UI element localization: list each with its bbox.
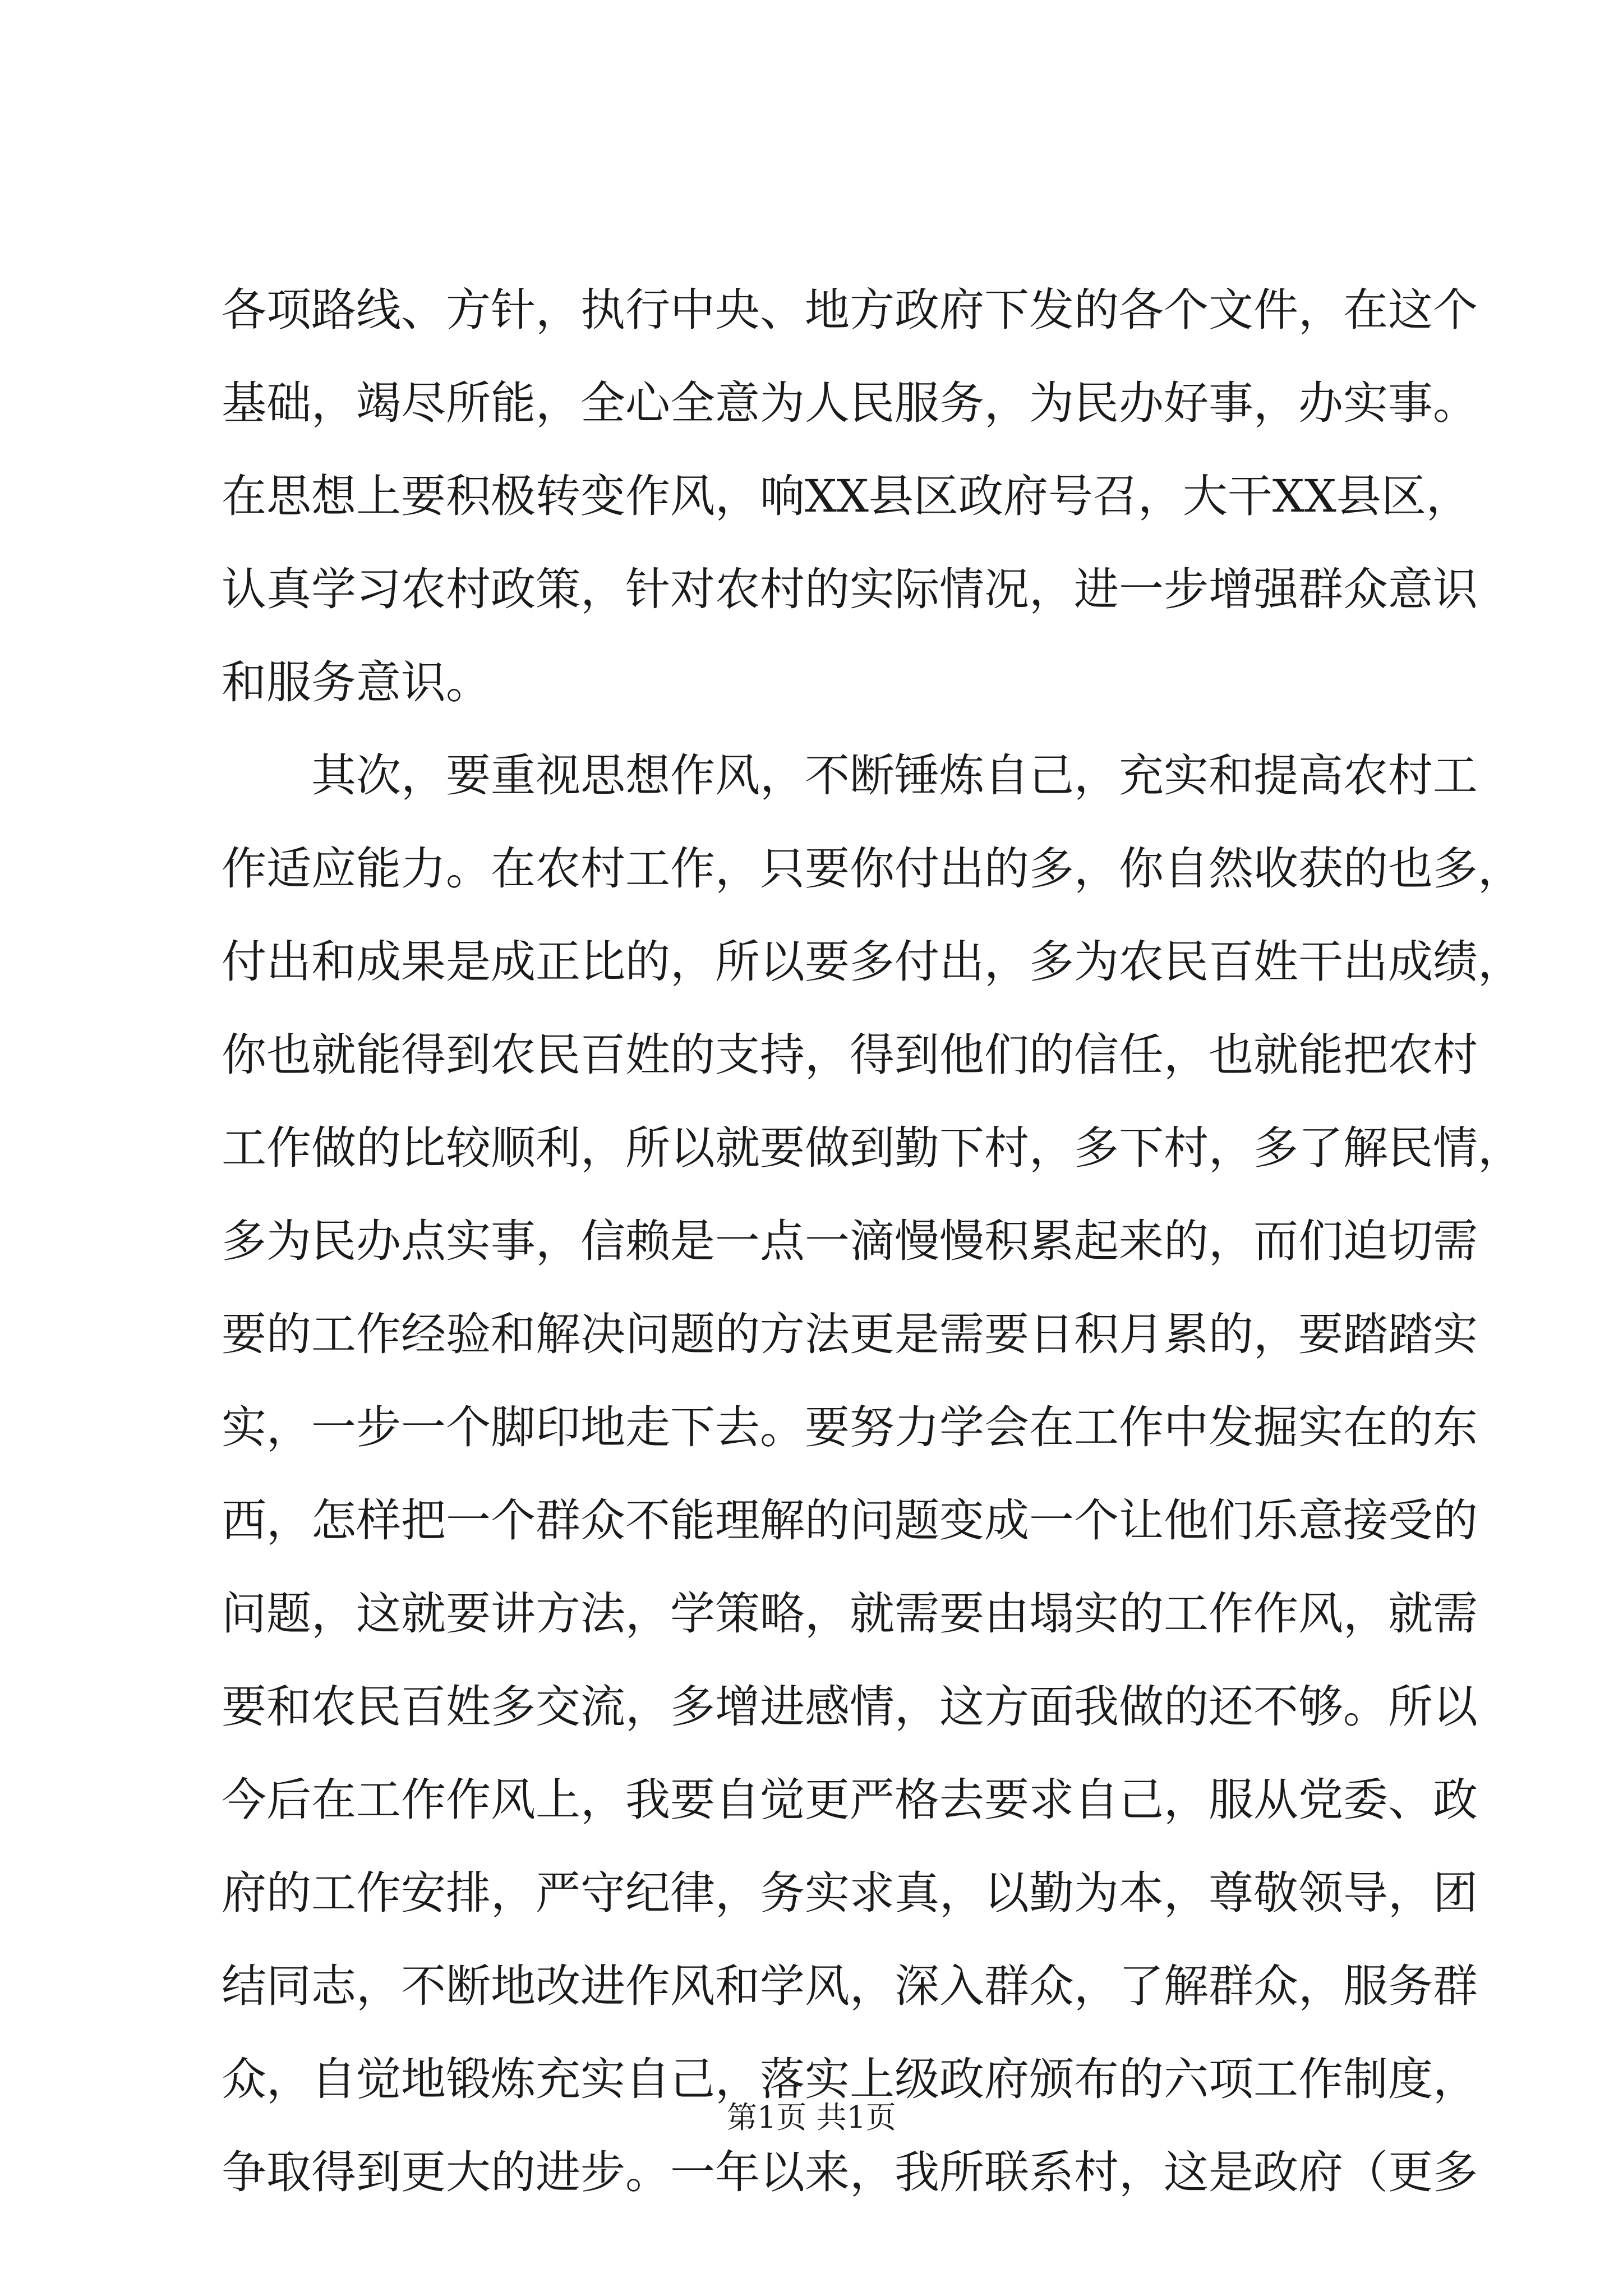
text-line: 今后在工作作风上，我要自觉更严格去要求自己，服从党委、政 bbox=[222, 1774, 1478, 1826]
text-line: 和服务意识。 bbox=[222, 656, 491, 708]
paragraph-first-line: 其次，要重视思想作风，不断锤炼自己，充实和提高农村工 bbox=[311, 749, 1478, 802]
page-footer bbox=[0, 2098, 1623, 2137]
document-body bbox=[222, 264, 1523, 2219]
text-line: 西，怎样把一个群众不能理解的问题变成一个让他们乐意接受的 bbox=[222, 1494, 1478, 1547]
text-line: 多为民办点实事，信赖是一点一滴慢慢积累起来的，而们迫切需 bbox=[222, 1215, 1478, 1267]
text-line: 问题，这就要讲方法，学策略，就需要由塌实的工作作风，就需 bbox=[222, 1588, 1478, 1640]
text-line: 付出和成果是成正比的，所以要多付出，多为农民百姓干出成绩， bbox=[222, 936, 1523, 988]
text-line: 在思想上要积极转变作风，响XX县区政府号召，大干XX县区， bbox=[222, 470, 1471, 522]
text-line: 府的工作安排，严守纪律，务实求真，以勤为本，尊敬领导，团 bbox=[222, 1867, 1478, 1919]
text-line: 众，自觉地锻炼充实自己，落实上级政府颁布的六项工作制度， bbox=[222, 2053, 1478, 2105]
text-line: 基础，竭尽所能，全心全意为人民服务，为民办好事，办实事。 bbox=[222, 377, 1478, 429]
text-line: 要的工作经验和解决问题的方法更是需要日积月累的，要踏踏实 bbox=[222, 1308, 1478, 1360]
page-number-label: 第1页 共1页 bbox=[727, 2100, 896, 2135]
text-line: 争取得到更大的进步。一年以来，我所联系村，这是政府（更多 bbox=[222, 2146, 1478, 2198]
text-line: 结同志，不断地改进作风和学风，深入群众，了解群众，服务群 bbox=[222, 1960, 1478, 2012]
text-line: 实，一步一个脚印地走下去。要努力学会在工作中发掘实在的东 bbox=[222, 1401, 1478, 1453]
text-line: 你也就能得到农民百姓的支持，得到他们的信任，也就能把农村 bbox=[222, 1029, 1478, 1081]
text-line: 要和农民百姓多交流，多增进感情，这方面我做的还不够。所以 bbox=[222, 1681, 1478, 1733]
text-line: 工作做的比较顺利，所以就要做到勤下村，多下村，多了解民情， bbox=[222, 1122, 1523, 1174]
text-line: 认真学习农村政策，针对农村的实际情况，进一步增强群众意识 bbox=[222, 563, 1478, 615]
text-line: 作适应能力。在农村工作，只要你付出的多，你自然收获的也多， bbox=[222, 843, 1523, 895]
text-line: 各项路线、方针，执行中央、地方政府下发的各个文件，在这个 bbox=[222, 284, 1478, 336]
